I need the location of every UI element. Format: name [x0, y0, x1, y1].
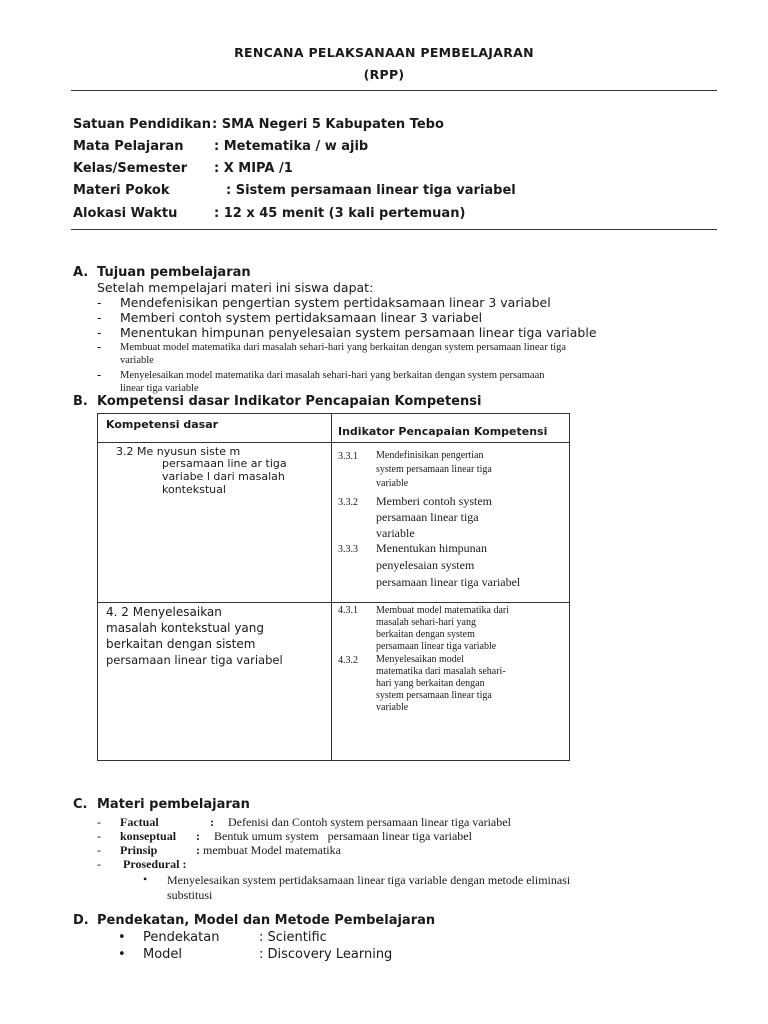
- section-title: Pendekatan, Model dan Metode Pembelajaran: [97, 913, 436, 928]
- list-item: - Factual : Defenisi dan Contoh system persamaan linear tiga variabel: [97, 815, 511, 829]
- document-title: RENCANA PELAKSANAAN PEMBELAJARAN: [234, 45, 534, 60]
- info-value: : Metematika / w ajib: [214, 139, 369, 154]
- list-item: • Model : Discovery Learning: [118, 947, 393, 962]
- indicator-cell-3: 3.3.1 Mendefinisikan pengertian system persamaan linear tiga variable 3.3.2 Memberi contoh system persamaan linear tiga variable 3.3.3 Menentukan himpunan penyelesaian system persamaan linear tiga variabel: [332, 443, 570, 603]
- info-key: Alokasi Waktu: [73, 206, 178, 221]
- divider-info: [71, 229, 717, 230]
- list-item: - Prinsip : membuat Model matematika: [97, 843, 341, 857]
- section-letter: C.: [73, 797, 88, 812]
- section-title: Kompetensi dasar Indikator Pencapaian Kompetensi: [97, 394, 482, 409]
- list-item: • Menyelesaikan system pertidaksamaan linear tiga variable dengan metode eliminasi substitusi: [143, 872, 571, 902]
- section-title: Tujuan pembelajaran: [97, 265, 251, 280]
- divider-top: [71, 90, 717, 91]
- info-value: : SMA Negeri 5 Kabupaten Tebo: [212, 117, 444, 132]
- info-value: : Sistem persamaan linear tiga variabel: [226, 183, 516, 198]
- kd-cell-3-2: 3.2 Me nyusun siste m persamaan line ar tiga variabe l dari masalah kontekstual: [98, 443, 332, 603]
- section-letter: A.: [73, 265, 89, 280]
- section-letter: D.: [73, 913, 89, 928]
- indicator-cell-4: 4.3.1 Membuat model matematika dari masalah sehari-hari yang berkaitan dengan system persamaan linear tiga variable 4.3.2 Menyelesaikan model matematika dari masalah sehari- hari yang berkaitan dengan system persamaan linear tiga variable: [332, 603, 570, 761]
- section-title: Materi pembelajaran: [97, 797, 250, 812]
- info-key: Materi Pokok: [73, 183, 170, 198]
- list-item: - Memberi contoh system pertidaksamaan linear 3 variabel: [97, 310, 483, 325]
- info-key: Kelas/Semester: [73, 161, 188, 176]
- competency-table: [97, 413, 570, 761]
- table-row: [98, 603, 570, 761]
- table-header-kd: Kompetensi dasar: [98, 414, 332, 443]
- kd-cell-4-2: 4. 2 Menyelesaikan masalah kontekstual yang berkaitan dengan sistem persamaan linear tiga variabel: [98, 603, 332, 761]
- info-value: : X MIPA /1: [214, 161, 293, 176]
- table-row: [98, 443, 570, 603]
- section-letter: B.: [73, 394, 88, 409]
- info-value: : 12 x 45 menit (3 kali pertemuan): [214, 206, 466, 221]
- table-header-indikator: Indikator Pencapaian Kompetensi: [332, 414, 570, 443]
- document-subtitle: (RPP): [363, 67, 405, 82]
- list-item: - Menentukan himpunan penyelesaian system persamaan linear tiga variable: [97, 325, 597, 340]
- section-a-intro: Setelah mempelajari materi ini siswa dapat:: [97, 280, 374, 295]
- list-item: - konseptual : Bentuk umum system persamaan linear tiga variabel: [97, 829, 472, 843]
- list-item: - Prosedural :: [97, 857, 187, 871]
- list-item: - Mendefenisikan pengertian system pertidaksamaan linear 3 variabel: [97, 295, 551, 310]
- list-item: • Pendekatan : Scientific: [118, 930, 327, 945]
- info-key: Satuan Pendidikan: [73, 117, 211, 132]
- list-item: - Membuat model matematika dari masalah sehari-hari yang berkaitan dengan system persamaan linear tiga variable: [97, 340, 567, 366]
- info-key: Mata Pelajaran: [73, 139, 184, 154]
- list-item: - Menyelesaikan model matematika dari masalah sehari-hari yang berkaitan dengan system persamaan linear tiga variable: [97, 368, 545, 394]
